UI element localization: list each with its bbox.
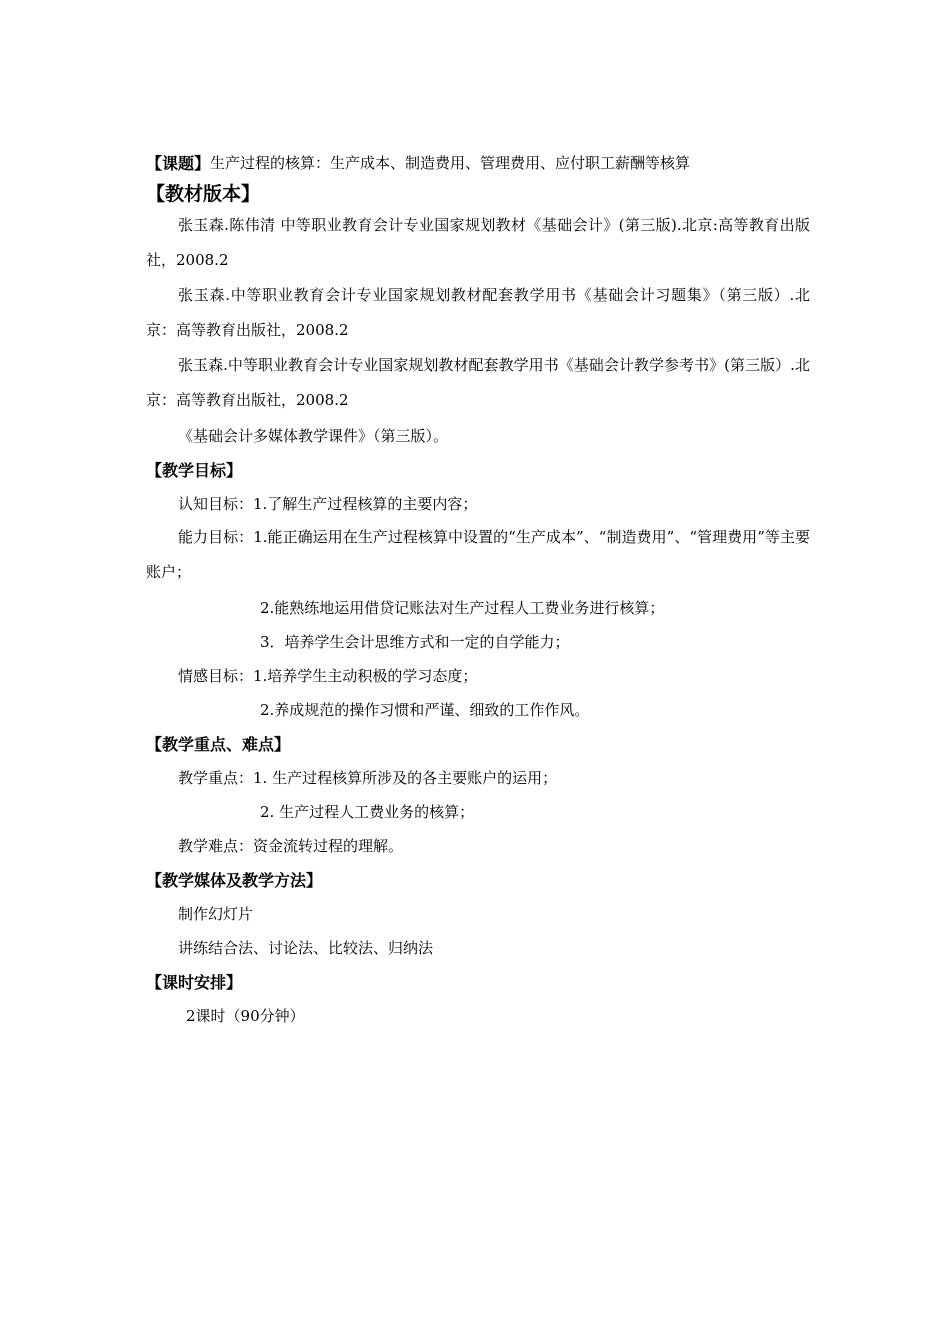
textbook-entry-1: 张玉森.陈伟清 中等职业教育会计专业国家规划教材《基础会计》(第三版).北京:高等教育出版社，2008.2 bbox=[146, 216, 810, 269]
key-point-1: 教学重点：1. 生产过程核算所涉及的各主要账户的运用； bbox=[178, 768, 558, 787]
schedule-heading-text: 【课时安排】 bbox=[146, 972, 243, 992]
key-points-heading bbox=[146, 726, 810, 760]
key-points-heading-text: 【教学重点、难点】 bbox=[146, 734, 291, 754]
difficulty-point: 教学难点：资金流转过程的理解。 bbox=[178, 836, 404, 855]
schedule-heading bbox=[146, 964, 810, 998]
textbook-heading bbox=[146, 176, 810, 208]
objectives-heading-text: 【教学目标】 bbox=[146, 460, 243, 480]
schedule-hours: 2课时（90分钟） bbox=[186, 1006, 305, 1025]
objective-cognitive: 认知目标：1.了解生产过程核算的主要内容； bbox=[178, 494, 478, 513]
objectives-heading bbox=[146, 452, 810, 486]
topic-line bbox=[146, 148, 810, 176]
media-item-1: 制作幻灯片 bbox=[178, 904, 254, 923]
textbook-heading-text: 【教材版本】 bbox=[146, 182, 261, 205]
objective-ability-2: 2.能熟练地运用借贷记账法对生产过程人工费业务进行核算； bbox=[260, 598, 665, 617]
media-heading-text: 【教学媒体及教学方法】 bbox=[146, 870, 323, 890]
textbook-entry-4: 《基础会计多媒体教学课件》（第三版）。 bbox=[178, 426, 449, 445]
media-item-2: 讲练结合法、讨论法、比较法、归纳法 bbox=[178, 938, 434, 957]
media-heading bbox=[146, 862, 810, 896]
objective-emotion-2: 2.养成规范的操作习惯和严谨、细致的工作作风。 bbox=[260, 700, 590, 719]
textbook-entry-2: 张玉森.中等职业教育会计专业国家规划教材配套教学用书《基础会计习题集》（第三版）.北京：高等教育出版社，2008.2 bbox=[146, 286, 810, 339]
key-point-2: 2. 生产过程人工费业务的核算； bbox=[260, 802, 475, 821]
textbook-entry-3: 张玉森.中等职业教育会计专业国家规划教材配套教学用书《基础会计教学参考书》(第三版）.北京：高等教育出版社，2008.2 bbox=[146, 356, 810, 409]
objective-emotion-1: 情感目标：1.培养学生主动积极的学习态度； bbox=[178, 666, 478, 685]
topic-text: 生产过程的核算：生产成本、制造费用、管理费用、应付职工薪酬等核算 bbox=[210, 153, 691, 172]
topic-label: 【课题】 bbox=[146, 153, 211, 173]
objective-ability-1: 能力目标：1.能正确运用在生产过程核算中设置的“生产成本”、“制造费用”、“管理费用”等主要账户； bbox=[146, 528, 810, 581]
objective-ability-3: 3．培养学生会计思维方式和一定的自学能力； bbox=[260, 632, 570, 651]
lesson-plan-content bbox=[146, 148, 810, 1032]
